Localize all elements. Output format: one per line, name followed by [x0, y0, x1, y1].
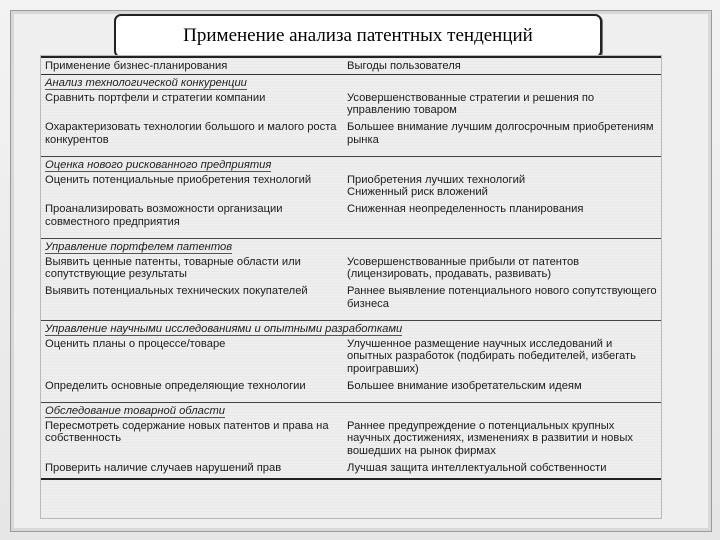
table-row	[41, 419, 661, 461]
benefit-cell: Усовершенствованные прибыли от патентов (лицензировать, продавать, развивать)	[347, 255, 580, 281]
benefit-cell: Усовершенствованные стратегии и решения по управлению товаром	[347, 91, 595, 117]
table-row	[41, 202, 661, 232]
benefit-cell: Большее внимание лучшим долгосрочным приобретениям рынка	[347, 121, 654, 146]
benefit-cell: Сниженная неопределенность планирования	[347, 203, 584, 216]
benefit-cell: Приобретения лучших технологий Сниженный риск вложений	[347, 173, 526, 199]
section-title: Обследование товарной области	[45, 404, 226, 417]
application-cell: Проверить наличие случаев нарушений прав	[41, 461, 343, 479]
section-header-cell	[41, 156, 661, 172]
benefit-cell: Улучшенное размещение научных исследований и опытных разработок (подбирать победителей, избегать проигравших)	[347, 337, 636, 376]
header-application: Применение бизнес-планирования	[41, 57, 343, 74]
table-row	[41, 379, 661, 396]
section-header-row	[41, 156, 661, 172]
scanned-table-image	[40, 55, 662, 519]
application-cell: Охарактеризовать технологии большого и малого роста конкурентов	[45, 121, 337, 146]
application-cell: Оценить потенциальные приобретения технологий	[45, 173, 312, 186]
section-title: Оценка нового рискованного предприятия	[45, 158, 272, 171]
application-cell: Определить основные определяющие технологии	[45, 379, 306, 392]
patent-analysis-table	[41, 56, 661, 480]
section-header-cell	[41, 402, 661, 418]
benefit-cell: Раннее предупреждение о потенциальных крупных научных достижениях, изменениях в развитии и новых вошедших на рынок фирмах	[347, 419, 633, 458]
section-title: Управление научными исследованиями и опытными разработками	[45, 322, 403, 335]
application-cell: Сравнить портфели и стратегии компании	[45, 91, 266, 104]
section-header-row	[41, 238, 661, 254]
benefit-cell: Раннее выявление потенциального нового сопутствующего бизнеса	[347, 285, 657, 310]
slide-title-text: Применение анализа патентных тенденций	[183, 25, 533, 46]
application-cell: Выявить потенциальных технических покупателей	[45, 285, 308, 298]
section-header-row	[41, 402, 661, 418]
slide-title	[114, 14, 602, 58]
section-title: Анализ технологической конкуренции	[45, 76, 247, 89]
section-header-cell	[41, 74, 661, 90]
table-row	[41, 91, 661, 121]
application-cell: Проанализировать возможности организации совместного предприятия	[45, 203, 283, 228]
table-header-row	[41, 57, 661, 74]
table-row	[41, 173, 661, 203]
table-row	[41, 284, 661, 314]
benefit-cell: Большее внимание изобретательским идеям	[347, 379, 582, 392]
table-row	[41, 461, 661, 479]
table-row	[41, 120, 661, 150]
section-header-row	[41, 320, 661, 336]
application-cell: Выявить ценные патенты, товарные области или сопутствующие результаты	[45, 255, 301, 281]
benefit-cell: Лучшая защита интеллектуальной собственности	[343, 461, 661, 479]
application-cell: Пересмотреть содержание новых патентов и права на собственность	[45, 419, 329, 445]
table-row	[41, 255, 661, 285]
section-header-cell	[41, 238, 661, 254]
table-row	[41, 337, 661, 379]
table-body	[41, 57, 661, 479]
application-cell: Оценить планы о процессе/товаре	[45, 337, 226, 350]
section-header-row	[41, 74, 661, 90]
section-header-cell	[41, 320, 661, 336]
section-title: Управление портфелем патентов	[45, 240, 233, 253]
header-benefits: Выгоды пользователя	[343, 57, 661, 74]
